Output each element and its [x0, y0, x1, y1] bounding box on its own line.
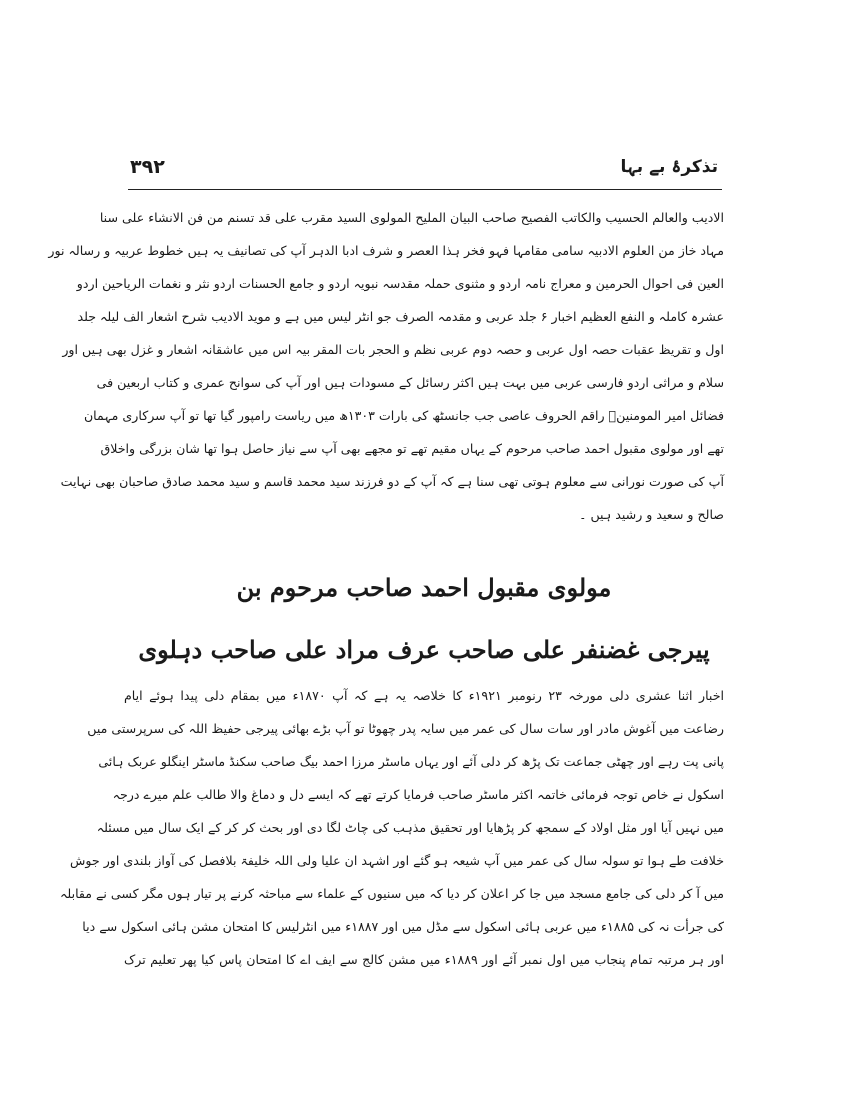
page-number: ۳۹۲	[130, 156, 165, 178]
section-heading: پیرجی غضنفر علی صاحب عرف مراد علی صاحب دہلوی	[138, 635, 710, 664]
text-line: مہاد خاز من العلوم الادبیہ سامی مقامہا فہو فخر ہذا العصر و شرف ادبا الدہر آپ کی تصانیف یہ ہیں خطوط عربیہ و رسالہ نور	[48, 243, 724, 258]
text-line: عشرہ کاملہ و النفع العظیم اخبار ۶ جلد عربی و مقدمہ الصرف جو انٹر لیس میں ہے و موید الادیب شرح اشعار الف لیلہ جلد	[77, 309, 724, 324]
text-line: صالح و سعید و رشید ہیں ۔	[579, 507, 724, 522]
text-line: کی جرأت نہ کی ۱۸۸۵ء میں عربی ہائی اسکول سے مڈل میں اور ۱۸۸۷ء میں انٹرلیس کا امتحان مشن ہائی اسکول سے دیا	[82, 919, 724, 934]
text-line: اور ہر مرتبہ تمام پنجاب میں اول نمبر آئے اور ۱۸۸۹ء میں مشن کالج سے ایف اے کا امتحان پاس کیا پھر تعلیم ترک	[124, 952, 724, 967]
text-line: الادیب والعالم الحسیب والکاتب الفصیح صاحب البیان الملیح المولوی السید مقرب علی قد تسنم من فن الانشاء علی سنا	[99, 210, 724, 225]
text-line: اول و تقریظ عقبات حصہ اول عربی و حصہ دوم عربی نظم و الحجر بات المقر بیہ اس میں عاشقانہ اشعار و غزل بھی ہیں اور	[62, 342, 724, 357]
text-line: میں نہیں آیا اور مثل اولاد کے سمجھ کر پڑھایا اور تحقیق مذہب کی چاٹ لگا دی اور بحث کر کر کے ایک سال میں مسئلہ	[96, 820, 724, 835]
page-header	[128, 156, 720, 182]
text-line: اخبار اثنا عشری دلی مورخہ ۲۳ رنومبر ۱۹۲۱ء کا خلاصہ یہ ہے کہ آپ ۱۸۷۰ء میں بمقام دلی پیدا ہوئے ایام	[124, 688, 724, 703]
text-line: آپ کی صورت نورانی سے معلوم ہوتی تھی سنا ہے کہ آپ کے دو فرزند سید محمد قاسم و سید محمد صادق صاحبان بھی نہایت	[60, 474, 724, 489]
text-line: خلافت طے ہوا تو سولہ سال کی عمر میں آپ شیعہ ہو گئے اور اشہد ان علیا ولی اللہ خلیفۃ بلافصل کی آواز بلندی اور جوش	[70, 853, 724, 868]
text-line: اسکول نے خاص توجہ فرمائی خاتمہ اکثر ماسٹر صاحب فرمایا کرتے تھے کہ ایسے دل و دماغ والا طالب علم میرے درجہ	[112, 787, 724, 802]
text-line: تھے اور مولوی مقبول احمد صاحب مرحوم کے یہاں مقیم تھے تو مجھے بھی آپ سے نیاز حاصل ہوا تھا شان بزرگی واخلاق	[100, 441, 724, 456]
text-line: سلام و مراثی اردو فارسی عربی میں بہت ہیں اکثر رسائل کے مسودات ہیں اور آپ کی سوانح عمری و کتاب اربعین فی	[96, 375, 724, 390]
section-heading: مولوی مقبول احمد صاحب مرحوم بن	[236, 573, 612, 602]
text-line: پانی پت رہے اور چھٹی جماعت تک پڑھ کر دلی آئے اور یہاں ماسٹر مرزا احمد بیگ صاحب سکنڈ ماسٹر اینگلو عربک ہائی	[98, 754, 724, 769]
text-line: میں آ کر دلی کی جامع مسجد میں جا کر اعلان کر دیا کہ میں سنیوں کے علماء سے مباحثہ کرنے پر تیار ہوں مگر کسی نے مقابلہ	[60, 886, 724, 901]
text-line: فضائل امیر المومنینؑ راقم الحروف عاصی جب جانسٹھ کی بارات ۱۳۰۳ھ میں ریاست رامپور گیا تھا تو آپ سرکاری مہمان	[83, 408, 724, 423]
text-line: رضاعت میں آغوش مادر اور سات سال کی عمر میں سایہ پدر چھوٹا تو آپ بڑے بھائی پیرجی حفیظ اللہ کی سرپرستی میں	[87, 721, 724, 736]
header-rule	[128, 189, 722, 190]
text-line: العین فی احوال الحرمین و معراج نامہ اردو و مثنوی حملہ مقدسہ نبویہ اردو و جامع الحسنات اردو نثر و نغمات الریاحین اردو	[76, 276, 724, 291]
running-title: تذکرۂ بے بہا	[620, 157, 718, 177]
